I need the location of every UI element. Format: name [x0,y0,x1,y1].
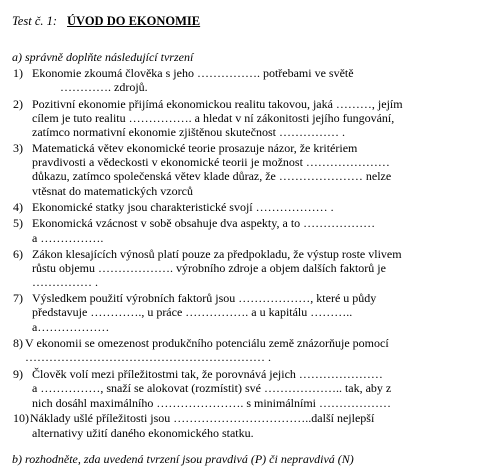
question-text-line: Pozitivní ekonomie přijímá ekonomickou realitu takovou, jaká ………, jejím [32,97,403,111]
question-text-line: Zákon klesajících výnosů platí pouze za předpokladu, že výstup roste vlivem [32,247,402,261]
question-text-line: Ekonomické statky jsou charakteristické svojí ……………… . [32,200,334,214]
question-number: 4) [13,200,23,214]
question-text-line: Náklady ušlé příležitosti jsou ……………………………..další nejlepší [30,411,375,425]
question-text-line: …………………………………………………… . [25,350,271,364]
question-text-line: zatímco normativní ekonomie zjištěnou skutečnost …………… . [32,125,345,139]
test-label: Test č. 1: [12,14,58,28]
question-text-line: pravdivosti a vědeckosti v ekonomické teorii je možnost ………………… [32,155,390,169]
question-text-line: V ekonomii se omezenost produkčního potenciálu země znázorňuje pomocí [25,336,389,350]
question-number: 1) [13,66,23,80]
question-text-line: a ……………, snaží se alokovat (rozmístit) své ……………….. tak, aby z [32,381,392,395]
test-heading: ÚVOD DO EKONOMIE [67,14,201,28]
question-text-line: představuje …………., u práce ……………. a u kapitálu ……….. [32,305,353,319]
question-text-line: cílem je tuto realitu ……………. a hledat v ní zákonitosti jejího fungování, [32,111,395,125]
question-number: 2) [13,97,23,111]
question-number: 8) [13,336,23,350]
question-number: 3) [13,141,23,155]
question-number: 5) [13,216,23,230]
question-number: 7) [13,291,23,305]
question-number: 9) [13,367,23,381]
section-b-instruction: b) rozhodněte, zda uvedená tvrzení jsou pravdivá (P) či nepravdivá (N) [12,452,354,466]
question-number: 6) [13,247,23,261]
question-text-line: alternativy užití daného ekonomického statku. [32,426,254,440]
question-number: 10) [13,411,29,425]
question-text-line: nich dosáhl maximálního …………………. s minimálními ……………… [32,396,391,410]
question-text-line: vtěsnat do matematických vzorců [32,184,193,198]
question-text-line: Člověk volí mezi příležitostmi tak, že porovnává jejich ………………… [32,367,383,381]
question-text-line: …………. zdrojů. [60,80,148,94]
question-text-line: důkazu, zatímco společenská větev klade důraz, že ………………… nelze [32,169,392,183]
test-title [12,14,200,29]
question-text-line: Výsledkem použití výrobních faktorů jsou ………………, které u půdy [32,291,377,305]
question-text-line: …………… . [32,275,98,289]
section-a-instruction: a) správně doplňte následující tvrzení [12,50,194,64]
question-text-line: a……………… [32,320,110,334]
question-text-line: Ekonomie zkoumá člověka s jeho ……………. potřebami ve světě [32,66,354,80]
question-text-line: Ekonomická vzácnost v sobě obsahuje dva aspekty, a to ……………… [32,216,376,230]
question-text-line: růstu objemu ………………. výrobního zdroje a objem dalších faktorů je [32,261,386,275]
question-text-line: a ……………. [32,231,104,245]
question-text-line: Matematická větev ekonomické teorie prosazuje názor, že kritériem [32,141,358,155]
